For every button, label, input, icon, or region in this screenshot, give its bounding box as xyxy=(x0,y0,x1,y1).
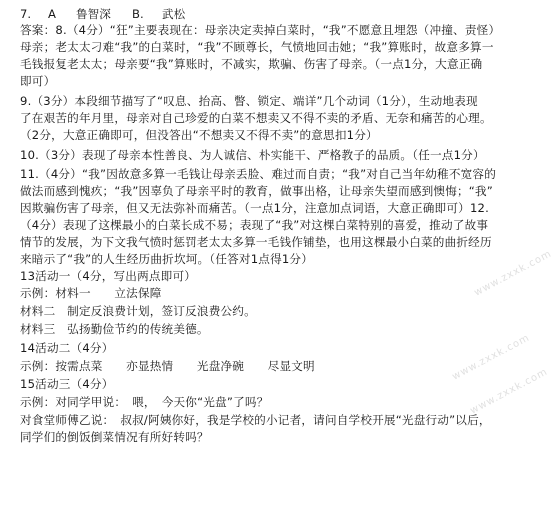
answer-line: 毛钱报复老太太；母亲要“我”算账时，不减实，欺骗、伤害了母亲。（一点1分，大意正确 xyxy=(20,57,483,71)
option-a-letter: A xyxy=(48,7,56,21)
answer-line: 材料二 制定反浪费计划，签订反浪费公约。 xyxy=(20,304,256,318)
answer-line: 14活动二（4分） xyxy=(20,341,114,355)
answer-line: 9.（3分）本段细节描写了“叹息、抬高、瞥、锁定、端详”几个动词（1分），生动地表现 xyxy=(20,94,478,108)
answer-line: 13活动一（4分，写出两点即可） xyxy=(20,269,197,283)
answer-line: 母亲；老太太刁难“我”的白菜时，“我”不顾尊长，气愤地回击她；“我”算账时，故意多算一 xyxy=(20,40,494,54)
answer-line: 因欺骗伤害了母亲，但又无法弥补而痛苦。（一点1分，注意加点词语，大意正确即可）12. xyxy=(20,201,489,215)
answer-line: （2分，大意正确即可，但没答出“不想卖又不得不卖”的意思扣1分） xyxy=(20,128,378,142)
question-7-number: 7. xyxy=(20,7,32,21)
option-a-text: 鲁智深 xyxy=(76,7,111,21)
watermark xyxy=(450,332,531,382)
answer-line: 答案：8.（4分）“狂”主要表现在：母亲决定卖掉白菜时，“我”不愿意且埋怨（冲撞、责怪） xyxy=(20,23,501,37)
option-b-letter: B. xyxy=(132,7,144,21)
answer-line: 11.（4分）“我”因故意多算一毛钱让母亲丢脸、难过而自责；“我”对自己当年幼稚不宽容的 xyxy=(20,167,497,181)
answer-line: （4分）表现了这棵最小的白菜长成不易；表现了“我”对这棵白菜特别的喜爱，推动了故事 xyxy=(20,218,489,232)
watermark-text: www.zxxk.com xyxy=(468,366,550,417)
answer-line: 示例：材料一 立法保障 xyxy=(20,286,162,300)
answer-line: 示例：对同学甲说： 喂， 今天你“光盘”了吗？ xyxy=(20,395,269,409)
watermark-text: www.zxxk.com xyxy=(450,332,532,383)
answer-line: 10.（3分）表现了母亲本性善良、为人诚信、朴实能干、严格教子的品质。（任一点1分） xyxy=(20,148,485,162)
answer-line: 情节的发展，为下文我气愤时惩罚老太太多算一毛钱作铺垫，也用这棵最小白菜的曲折经历 xyxy=(20,235,492,249)
answer-line: 了在艰苦的年月里，母亲对自己珍爱的白菜不想卖又不得不卖的矛盾、无奈和痛苦的心理。 xyxy=(20,111,492,125)
answer-line: 做法而感到愧疚；“我”因辜负了母亲平时的教育，做事出格，让母亲失望而感到懊悔；“我” xyxy=(20,184,493,198)
watermark xyxy=(472,248,553,298)
answer-line: 即可） xyxy=(20,74,56,88)
answer-line: 15活动三（4分） xyxy=(20,377,114,391)
watermark-text: www.zxxk.com xyxy=(472,248,554,299)
answer-line: 示例：按需点菜 亦显热情 光盘净碗 尽显文明 xyxy=(20,359,315,373)
watermark xyxy=(468,366,549,416)
option-b-text: 武松 xyxy=(162,7,186,21)
answer-line: 来暗示了“我”的人生经历曲折坎坷。（任答对1点得1分） xyxy=(20,252,314,266)
answer-line: 对食堂师傅乙说： 叔叔/阿姨你好，我是学校的小记者，请问自学校开展“光盘行动”以后， xyxy=(20,413,491,427)
answer-line: 材料三 弘扬勤俭节约的传统美德。 xyxy=(20,322,209,336)
answer-line: 同学们的倒饭倒菜情况有所好转吗？ xyxy=(20,430,209,444)
